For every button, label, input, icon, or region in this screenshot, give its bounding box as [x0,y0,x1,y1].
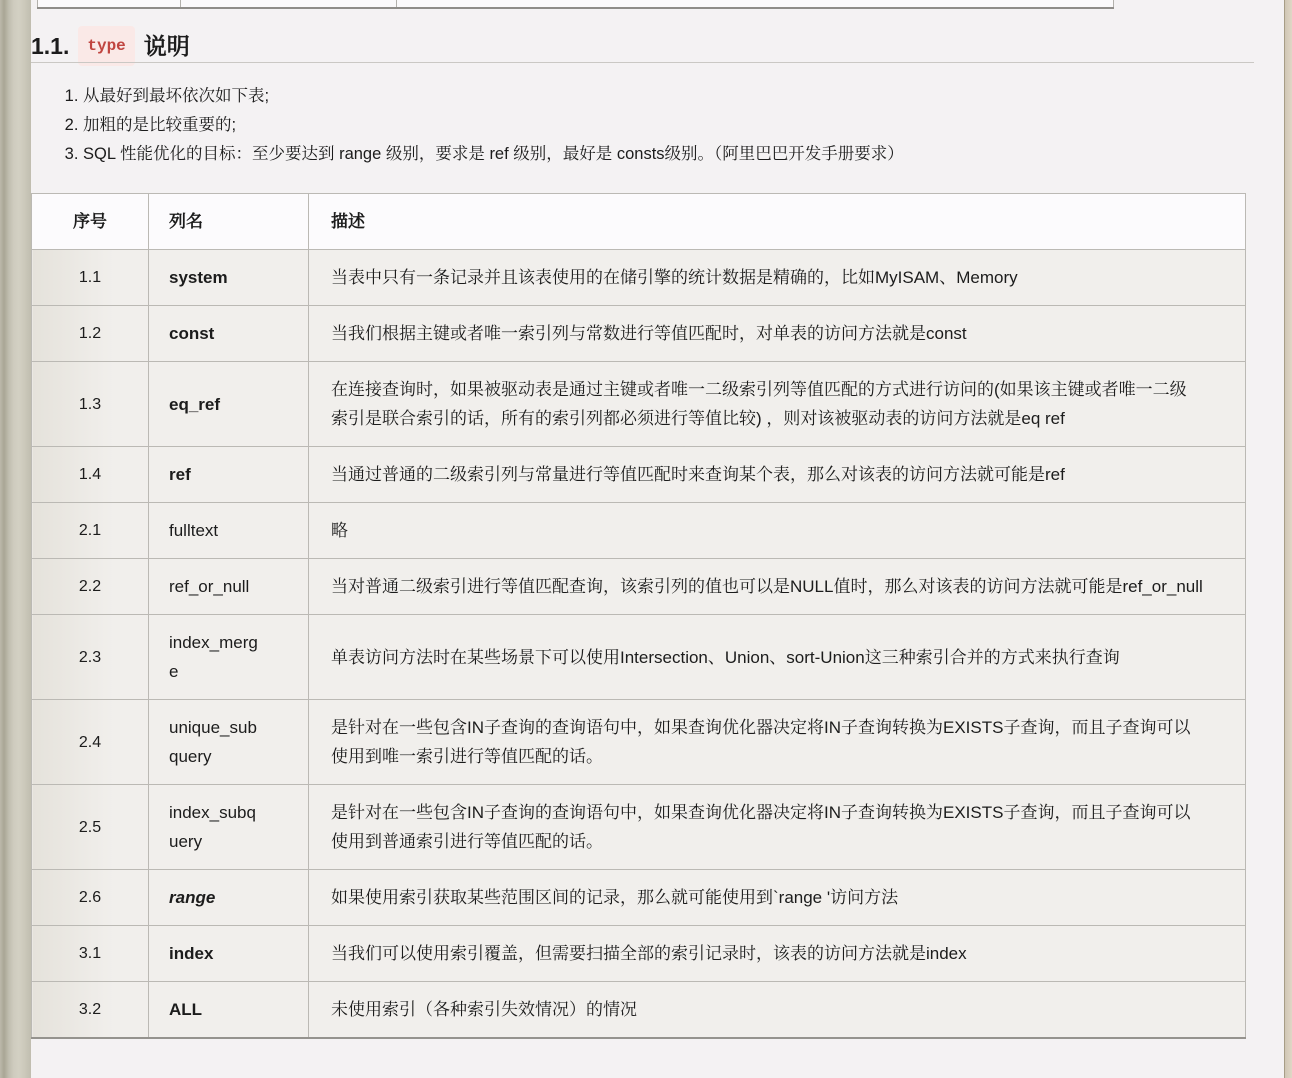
type-name-cell: range [149,870,309,926]
description-cell: 当我们可以使用索引覆盖，但需要扫描全部的索引记录时，该表的访问方法就是index [309,926,1246,982]
page-left-margin [0,0,31,1078]
inline-code-type: type [78,26,134,66]
note-item: 3. SQL 性能优化的目标：至少要达到 range 级别，要求是 ref 级别，最好是 consts级别。（阿里巴巴开发手册要求） [83,144,1190,164]
type-name-cell: ref [149,447,309,503]
row-number-cell: 1.4 [32,447,149,503]
table-row [32,306,1246,362]
row-number-cell: 2.4 [32,700,149,785]
column-header-desc: 描述 [309,194,1246,250]
row-number-cell: 2.2 [32,559,149,615]
description-cell: 单表访问方法时在某些场景下可以使用Intersection、Union、sort-Union这三种索引合并的方式来执行查询 [309,615,1246,700]
table-row [32,870,1246,926]
type-name-cell: const [149,306,309,362]
row-number-cell: 2.5 [32,785,149,870]
type-name-cell: ALL [149,982,309,1039]
notes-list [40,86,1190,173]
description-cell: 当通过普通的二级索引列与常量进行等值匹配时来查询某个表，那么对该表的访问方法就可能是ref [309,447,1246,503]
section-number: 1.1. [31,33,70,59]
description-cell: 未使用索引（各种索引失效情况）的情况 [309,982,1246,1039]
row-number-cell: 1.1 [32,250,149,306]
row-number-cell: 3.2 [32,982,149,1039]
note-item: 2. 加粗的是比较重要的; [83,115,1190,135]
previous-table-edge [37,0,1114,9]
table-row [32,615,1246,700]
type-description-table [31,193,1246,1039]
previous-table-cell [396,0,1114,7]
description-cell: 略 [309,503,1246,559]
table-row [32,503,1246,559]
description-cell: 当我们根据主键或者唯一索引列与常数进行等值匹配时，对单表的访问方法就是const [309,306,1246,362]
type-name-cell: unique_subquery [149,700,309,785]
row-number-cell: 2.1 [32,503,149,559]
row-number-cell: 2.3 [32,615,149,700]
description-cell: 是针对在一些包含IN子查询的查询语句中，如果查询优化器决定将IN子查询转换为EXISTS子查询，而且子查询可以使用到普通索引进行等值匹配的话。 [309,785,1246,870]
type-name-cell: index [149,926,309,982]
table-row [32,926,1246,982]
note-item: 1. 从最好到最坏依次如下表; [83,86,1190,106]
description-cell: 如果使用索引获取某些范围区间的记录，那么就可能使用到`range '访问方法 [309,870,1246,926]
type-name-cell: ref_or_null [149,559,309,615]
row-number-cell: 1.2 [32,306,149,362]
type-name-cell: index_merge [149,615,309,700]
table-row [32,982,1246,1039]
previous-table-cell [180,0,396,7]
type-name-cell: system [149,250,309,306]
type-name-cell: fulltext [149,503,309,559]
description-cell: 当表中只有一条记录并且该表使用的在储引擎的统计数据是精确的，比如MyISAM、Memory [309,250,1246,306]
table-row [32,785,1246,870]
table-row [32,559,1246,615]
description-cell: 当对普通二级索引进行等值匹配查询，该索引列的值也可以是NULL值时，那么对该表的访问方法就可能是ref_or_null [309,559,1246,615]
type-name-cell: eq_ref [149,362,309,447]
type-name-cell: index_subquery [149,785,309,870]
description-cell: 在连接查询时，如果被驱动表是通过主键或者唯一二级索引列等值匹配的方式进行访问的(如果该主键或者唯一二级索引是联合索引的话，所有的索引列都必须进行等值比较) ，则对该被驱动表的访问方法就是eq ref [309,362,1246,447]
row-number-cell: 2.6 [32,870,149,926]
table-row [32,250,1246,306]
window-right-edge [1284,0,1292,1078]
description-cell: 是针对在一些包含IN子查询的查询语句中，如果查询优化器决定将IN子查询转换为EXISTS子查询，而且子查询可以使用到唯一索引进行等值匹配的话。 [309,700,1246,785]
row-number-cell: 3.1 [32,926,149,982]
table-row [32,447,1246,503]
section-title: 说明 [143,33,190,59]
previous-table-cell [37,0,180,7]
heading-divider [31,62,1254,63]
section-heading [31,26,190,66]
table-row [32,700,1246,785]
table-row [32,362,1246,447]
column-header-number: 序号 [32,194,149,250]
table-header-row [32,194,1246,250]
row-number-cell: 1.3 [32,362,149,447]
column-header-name: 列名 [149,194,309,250]
